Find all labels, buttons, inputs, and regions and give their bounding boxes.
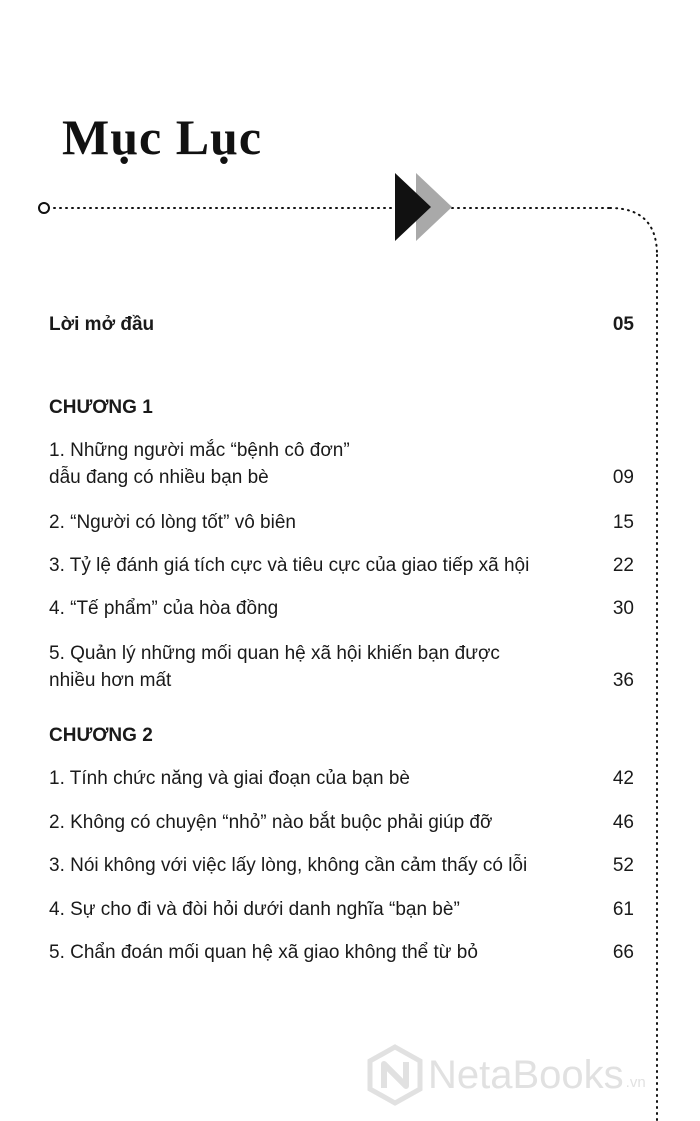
entry-title: 1. Tính chức năng và giai đoạn của bạn bè (49, 768, 410, 789)
entry-title: 4. Sự cho đi và đòi hỏi dưới danh nghĩa “bạn bè” (49, 899, 460, 920)
entry-title: 4. “Tế phẩm” của hòa đồng (49, 598, 279, 619)
toc-entry[interactable] (49, 640, 634, 694)
page-number: 61 (612, 899, 634, 920)
page-number: 66 (612, 942, 634, 963)
toc-entry[interactable] (49, 437, 634, 491)
double-arrow-icon (395, 173, 452, 241)
watermark (366, 1044, 646, 1106)
toc-entry[interactable] (49, 852, 634, 879)
watermark-text: NetaBooks (428, 1052, 624, 1097)
toc-entry[interactable] (49, 939, 634, 966)
entry-title-line2: dẫu đang có nhiều bạn bè (49, 467, 269, 488)
watermark-suffix: .vn (625, 1073, 646, 1091)
toc-entry-intro[interactable] (49, 311, 634, 338)
toc-entry[interactable] (49, 809, 634, 836)
toc-entry[interactable] (49, 595, 634, 622)
page-number: 30 (612, 598, 634, 619)
page-number: 46 (612, 812, 634, 833)
entry-title: 3. Nói không với việc lấy lòng, không cần cảm thấy có lỗi (49, 855, 528, 876)
entry-title: 5. Chẩn đoán mối quan hệ xã giao không thể từ bỏ (49, 942, 478, 963)
page-number: 05 (612, 314, 634, 335)
chapter-heading: CHƯƠNG 1 (49, 397, 153, 418)
entry-title: 3. Tỷ lệ đánh giá tích cực và tiêu cực của giao tiếp xã hội (49, 555, 530, 576)
page-number: 15 (612, 512, 634, 533)
line-start-circle-icon (39, 203, 49, 213)
entry-title: Lời mở đầu (49, 314, 155, 335)
page-number: 52 (612, 855, 634, 876)
entry-title-line2: nhiều hơn mất (49, 670, 172, 691)
chapter-heading: CHƯƠNG 2 (49, 725, 153, 746)
entry-title: 2. Không có chuyện “nhỏ” nào bắt buộc phải giúp đỡ (49, 812, 493, 833)
page-title: Mục Lục (62, 109, 263, 165)
entry-title-line1: 5. Quản lý những mối quan hệ xã hội khiến bạn được (49, 643, 500, 664)
page-number: 09 (612, 467, 634, 488)
page-number: 42 (612, 768, 634, 789)
toc-entry[interactable] (49, 896, 634, 923)
toc-entry[interactable] (49, 552, 634, 579)
toc-entry[interactable] (49, 765, 634, 792)
toc-entry[interactable] (49, 509, 634, 536)
page-number: 22 (612, 555, 634, 576)
entry-title: 2. “Người có lòng tốt” vô biên (49, 512, 296, 533)
page-number: 36 (612, 670, 634, 691)
entry-title-line1: 1. Những người mắc “bệnh cô đơn” (49, 440, 350, 461)
netabooks-logo-icon (366, 1044, 424, 1106)
